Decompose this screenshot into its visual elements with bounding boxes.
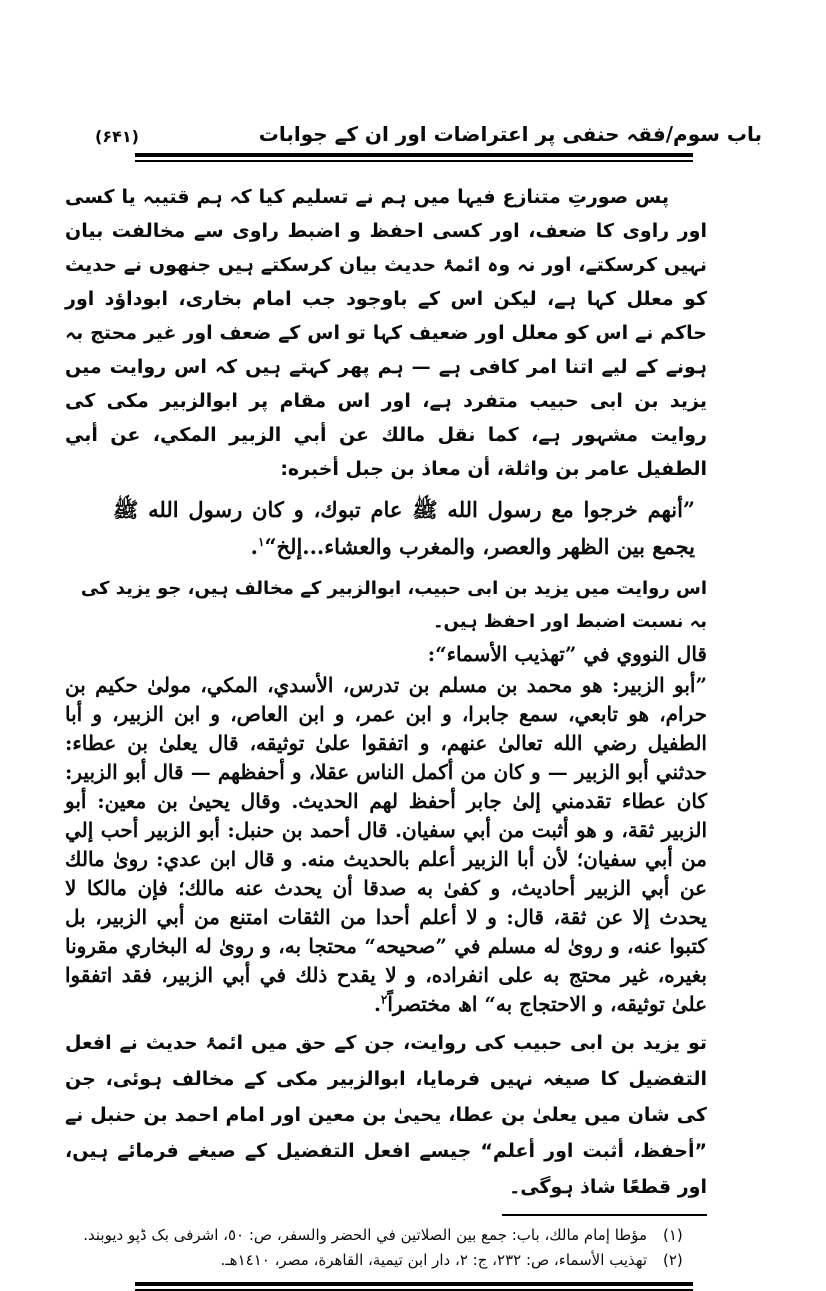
chapter-title: باب سوم/فقہ حنفی پر اعتراضات اور ان کے جوابات bbox=[258, 122, 762, 146]
page-header bbox=[95, 122, 762, 146]
footnote-text: تهذيب الأسماء، ص: ٢٣٢، ج: ٢، دار ابن تيمية، القاهرة، مصر، ١٤١٠هـ. bbox=[220, 1251, 647, 1269]
footnote-ref-2: ٢ bbox=[380, 992, 388, 1007]
arabic-quote-tabuk-text: ”أنهم خرجوا مع رسول الله ﷺ عام تبوك، و كان رسول الله ﷺ يجمع بين الظهر والعصر، والمغرب والعشاء...إلخ“ bbox=[113, 497, 695, 559]
page-content bbox=[65, 180, 707, 1273]
footer-rule bbox=[135, 1282, 693, 1291]
urdu-paragraph-1: پس صورتِ متنازع فیہا میں ہم نے تسلیم کیا کہ ہم قتیبہ یا کسی اور راوی کا ضعف، اور کسی احفظ و اضبط راوی سے مخالفت بیان نہیں کرسکتے، اور نہ وہ ائمۂ حدیث بیان کرسکتے ہیں جنھوں نے حدیث کو معلل کہا ہے، لیکن اس کے باوجود جب امام بخاری، ابوداؤد اور حاکم نے اس کو معلل اور ضعیف کہا تو اس کے ضعف اور غیر محتج بہ ہونے کے لیے اتنا امر کافی ہے — ہم پھر کہتے ہیں کہ اس روایت میں یزید بن ابی حبیب متفرد ہے، اور اس مقام پر ابوالزبیر مکی کی روایت مشہور ہے، کما نقل مالك عن أبي الزبير المكي، عن أبي الطفيل عامر بن واثلة، أن معاذ بن جبل أخبره: bbox=[65, 186, 707, 480]
footnote-number: (٢) bbox=[663, 1251, 683, 1269]
quote2-period: . bbox=[373, 992, 381, 1016]
book-page bbox=[0, 122, 826, 1291]
footnote-number: (١) bbox=[663, 1226, 683, 1244]
nawawi-attribution-line: قال النووي في ”تهذيب الأسماء“: bbox=[427, 642, 707, 666]
footnote-text: مؤطا إمام مالك، باب: جمع بين الصلاتين في الحضر والسفر، ص: ٥٠، اشرفی بک ڈپو دیوبند. bbox=[83, 1226, 647, 1244]
quote1-period: . bbox=[250, 534, 258, 559]
page-number: (۶۴۱) bbox=[95, 127, 139, 146]
arabic-quote-tabuk bbox=[113, 491, 695, 565]
footnote-item bbox=[65, 1223, 707, 1248]
urdu-paragraph-2: تو یزید بن ابی حبیب کی روایت، جن کے حق میں ائمۂ حدیث نے افعل التفضیل کا صیغہ نہیں فرمایا، ابوالزبیر مکی کے مخالف ہوئی، جن کی شان میں یعلیٰ بن عطا، یحییٰ بن معین اور امام احمد بن حنبل نے ”أحفظ، أثبت اور أعلم“ جیسے افعل التفضیل کے صیغے فرمائے ہیں، اور قطعًا شاذ ہوگی۔ bbox=[65, 1032, 707, 1198]
urdu-note-line: اس روایت میں یزید بن ابی حبیب، ابوالزبیر کے مخالف ہیں، جو یزید کی بہ نسبت اضبط اور احفظ ہیں۔ bbox=[80, 578, 707, 632]
arabic-quote-abu-zubair bbox=[65, 671, 707, 1019]
footnotes-block bbox=[65, 1223, 707, 1273]
header-rule bbox=[135, 153, 693, 162]
footnote-separator bbox=[502, 1214, 707, 1216]
arabic-quote-abu-zubair-text: ”أبو الزبير: هو محمد بن مسلم بن تدرس، الأسدي، المكي، مولىٰ حكيم بن حرام، هو تابعي، سمع جابرا، و ابن عمر، و ابن العاص، و ابن الزبير، و أبا الطفيل رضي الله تعالىٰ عنهم، و اتفقوا علىٰ توثيقه، قال يعلىٰ بن عطاء: حدثني أبو الزبير — و كان من أكمل الناس عقلا، و أحفظهم — قال أبو الزبير: كان عطاء تقدمني إلىٰ جابر أحفظ لهم الحديث. وقال يحيىٰ بن معين: أبو الزبير ثقة، و هو أثبت من أبي سفيان. قال أحمد بن حنبل: أبو الزبير أحب إلي من أبي سفيان؛ لأن أبا الزبير أعلم بالحديث منه. و قال ابن عدي: روىٰ مالك عن أبي الزبير أحاديث، و كفىٰ به صدقا أن يحدث عنه مالك؛ فإن مالكا لا يحدث إلا عن ثقة، قال: و لا أعلم أحدا من الثقات امتنع من أبي الزبير، بل كتبوا عنه، و روىٰ له مسلم في ”صحيحه“ محتجا به، و روىٰ له البخاري مقرونا بغيره، غير محتج به على انفراده، و لا يقدح ذلك في أبي الزبير، فقد اتفقوا علىٰ توثيقه، و الاحتجاج به“ اھ مختصراً bbox=[65, 673, 708, 1016]
footnote-item bbox=[65, 1248, 707, 1273]
footnote-ref-1: ١ bbox=[257, 535, 265, 549]
